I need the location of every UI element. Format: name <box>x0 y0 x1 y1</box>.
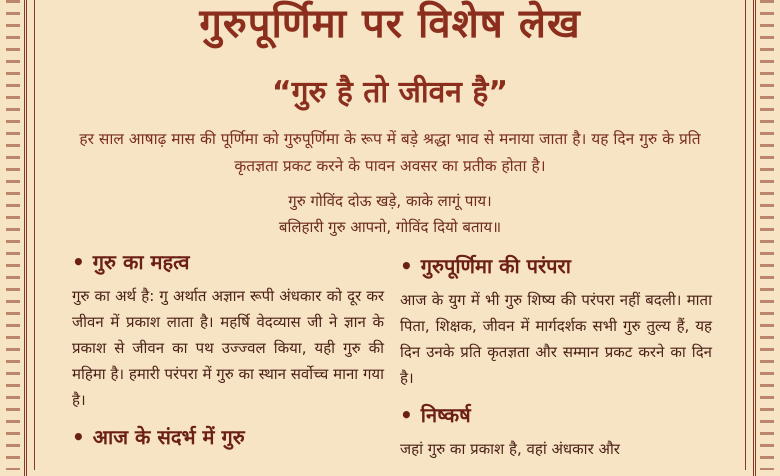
section-heading-today <box>72 423 384 450</box>
section-text-guru-tradition: आज के युग में भी गुरु शिष्य की परंपरा नहीं बदली। माता पिता, शिक्षक, जीवन में मार्गदर्शक सभी गुरु तुल्य हैं, यह दिन उनके प्रति कृतज्ञता और सम्मान प्रकट करने का दिन है। <box>400 291 712 387</box>
section-heading-guru-tradition <box>400 252 712 279</box>
bullet-icon: • <box>72 250 85 274</box>
section-text-guru-importance: गुरु का अर्थ है: गु अर्थात अज्ञान रूपी अंधकार को दूर कर जीवन में प्रकाश लाता है। महर्षि वेदव्यास जी ने ज्ञान के प्रकाश से जीवन का पथ उज्ज्वल किया, यही गुरु की महिमा है। हमारी परंपरा में गुरु का स्थान सर्वोच्च माना गया है। <box>72 287 384 409</box>
left-rule <box>34 0 35 470</box>
left-ornament-border <box>6 0 20 470</box>
section-heading-text: गुरु का महत्व <box>92 250 190 274</box>
verse-line-1: गुरु गोविंद दोऊ खड़े, काके लागूं पाय। <box>288 192 492 210</box>
section-heading-text: आज के संदर्भ में गुरु <box>92 425 245 449</box>
right-rule <box>745 0 746 470</box>
right-column <box>400 252 712 472</box>
page-subtitle: “गुरु है तो जीवन है” <box>271 75 509 110</box>
left-column <box>72 248 384 458</box>
section-text-conclusion: जहां गुरु का प्रकाश है, वहां अंधकार और <box>400 440 620 458</box>
bullet-icon: • <box>72 425 85 449</box>
page-title: गुरुपूर्णिमा पर विशेष लेख <box>199 1 581 47</box>
section-heading-text: निष्कर्ष <box>420 403 471 427</box>
section-heading-guru-importance <box>72 248 384 275</box>
verse-line-2: बलिहारी गुरु आपनो, गोविंद दियो बताय॥ <box>278 218 502 236</box>
verse-block <box>60 188 720 240</box>
section-heading-conclusion <box>400 401 712 428</box>
bullet-icon: • <box>400 403 413 427</box>
right-ornament-border <box>760 0 774 470</box>
section-heading-text: गुरुपूर्णिमा की परंपरा <box>420 254 571 278</box>
intro-paragraph: हर साल आषाढ़ मास की पूर्णिमा को गुरुपूर्णिमा के रूप में बड़े श्रद्धा भाव से मनाया जाता है। यह दिन गुरु के प्रति कृतज्ञता प्रकट करने के पावन अवसर का प्रतीक होता है। <box>79 130 701 175</box>
bullet-icon: • <box>400 254 413 278</box>
